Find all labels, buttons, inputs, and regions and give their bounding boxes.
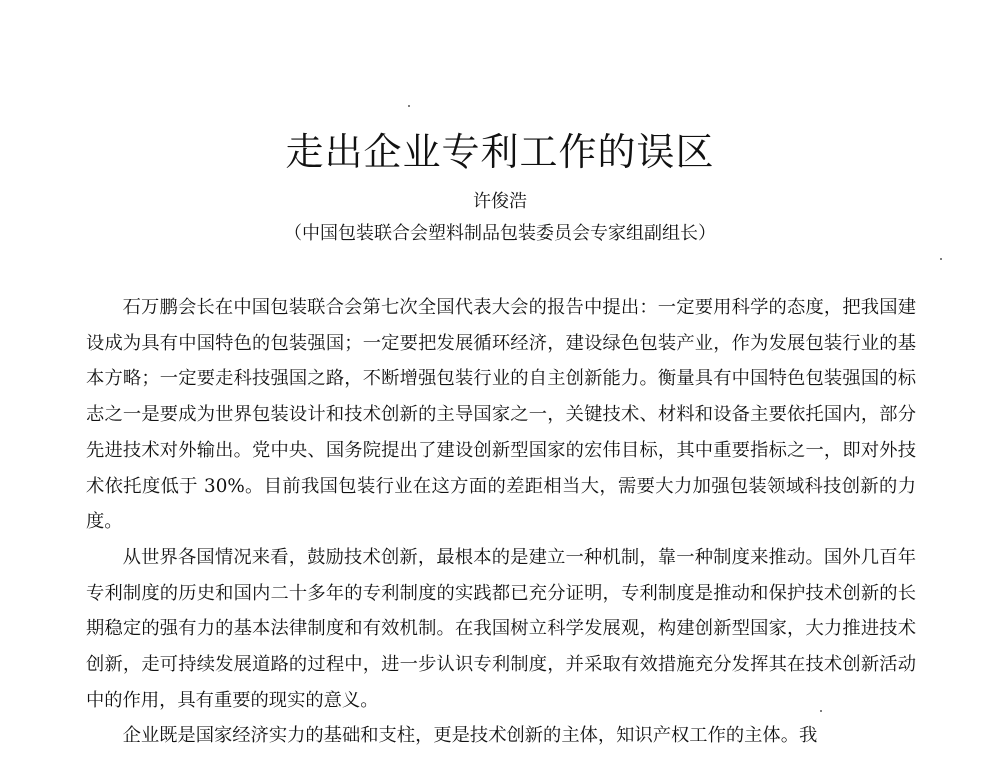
paragraph-1: 石万鹏会长在中国包装联合会第七次全国代表大会的报告中提出：一定要用科学的态度，把我国建设成为具有中国特色的包装强国；一定要把发展循环经济，建设绿色包装产业，作为发展包装行业的基本方略；一定要走科技强国之路，不断增强包装行业的自主创新能力。衡量具有中国特色包装强国的标志之一是要成为世界包装设计和技术创新的主导国家之一，关键技术、材料和设备主要依托国内，部分先进技术对外输出。党中央、国务院提出了建设创新型国家的宏伟目标，其中重要指标之一，即对外技术依托度低于 30%。目前我国包装行业在这方面的差距相当大，需要大力加强包装领域科技创新的力度。: [86, 297, 916, 533]
author-affiliation: （中国包装联合会塑料制品包装委员会专家组副组长）: [284, 223, 716, 244]
article-body: [86, 290, 916, 754]
paragraph-2: 从世界各国情况来看，鼓励技术创新，最根本的是建立一种机制，靠一种制度来推动。国外几百年专利制度的历史和国内二十多年的专利制度的实践都已充分证明，专利制度是推动和保护技术创新的长期稳定的强有力的基本法律制度和有效机制。在我国树立科学发展观，构建创新型国家，大力推进技术创新，走可持续发展道路的过程中，进一步认识专利制度，并采取有效措施充分发挥其在技术创新活动中的作用，具有重要的现实的意义。: [86, 546, 916, 711]
paragraph-3: 企业既是国家经济实力的基础和支柱，更是技术创新的主体，知识产权工作的主体。我: [122, 725, 818, 747]
author-name: 许俊浩: [473, 191, 527, 212]
scan-speck: [408, 105, 410, 107]
scan-speck: [940, 258, 942, 260]
article-title: 走出企业专利工作的误区: [285, 130, 715, 174]
